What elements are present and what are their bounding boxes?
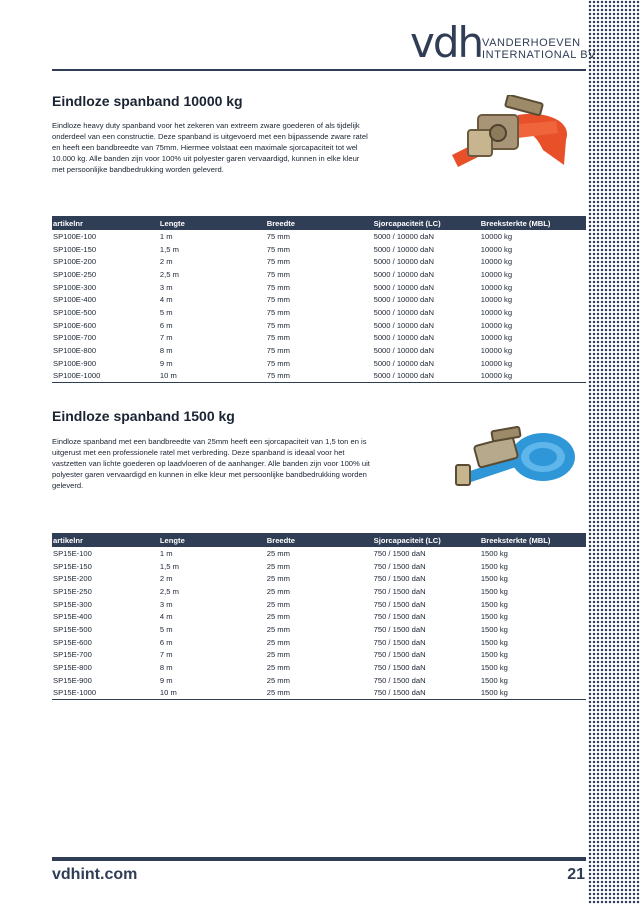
cell-lengte: 1 m <box>159 231 173 241</box>
column-header-artikelnr: artikelnr <box>52 216 159 230</box>
cell-breeksterkte: 10000 kg <box>480 231 513 241</box>
dot-pattern-border <box>588 0 640 904</box>
cell-breeksterkte: 10000 kg <box>480 346 513 356</box>
cell-sjorcapaciteit: 5000 / 10000 daN <box>373 282 434 292</box>
cell-breedte: 25 mm <box>266 574 290 584</box>
column-header-lengte: Lengte <box>159 533 266 547</box>
cell-lengte: 5 m <box>159 307 173 317</box>
cell-sjorcapaciteit: 5000 / 10000 daN <box>373 295 434 305</box>
logo-mark: vdh <box>410 18 483 67</box>
cell-sjorcapaciteit: 750 / 1500 daN <box>373 548 426 558</box>
cell-artikelnr: SP15E-900 <box>53 675 92 685</box>
cell-breedte: 25 mm <box>266 548 290 558</box>
section-title: Eindloze spanband 10000 kg <box>52 93 243 109</box>
table-row <box>52 547 586 560</box>
cell-lengte: 10 m <box>159 687 266 700</box>
cell-breedte: 75 mm <box>266 295 290 305</box>
table-row <box>52 230 586 243</box>
cell-lengte: 8 m <box>159 663 173 673</box>
cell-artikelnr: SP100E-150 <box>53 244 97 254</box>
product-table-10000kg <box>52 216 586 383</box>
cell-breedte: 25 mm <box>266 586 290 596</box>
cell-artikelnr: SP15E-200 <box>53 574 92 584</box>
table-row <box>52 661 586 674</box>
cell-artikelnr: SP15E-100 <box>53 548 92 558</box>
table-header-row <box>52 533 586 547</box>
table-row <box>52 370 586 383</box>
cell-lengte: 9 m <box>159 358 173 368</box>
cell-breeksterkte: 10000 kg <box>480 370 586 383</box>
cell-breedte: 75 mm <box>266 358 290 368</box>
cell-lengte: 6 m <box>159 320 173 330</box>
cell-lengte: 2,5 m <box>159 269 179 279</box>
footer-rule <box>52 857 586 861</box>
table-row <box>52 306 586 319</box>
table-row <box>52 636 586 649</box>
cell-breeksterkte: 1500 kg <box>480 650 508 660</box>
table-header-row <box>52 216 586 230</box>
cell-breeksterkte: 10000 kg <box>480 320 513 330</box>
cell-sjorcapaciteit: 750 / 1500 daN <box>373 586 426 596</box>
cell-breeksterkte: 10000 kg <box>480 333 513 343</box>
column-header-artikelnr: artikelnr <box>52 533 159 547</box>
product-table-1500kg <box>52 533 586 700</box>
cell-breedte: 75 mm <box>266 320 290 330</box>
cell-artikelnr: SP100E-1000 <box>52 370 159 383</box>
cell-artikelnr: SP100E-250 <box>53 269 97 279</box>
cell-breedte: 25 mm <box>266 675 290 685</box>
footer-website: vdhint.com <box>52 866 138 883</box>
cell-breeksterkte: 10000 kg <box>480 257 513 267</box>
table-row <box>52 281 586 294</box>
cell-breeksterkte: 1500 kg <box>480 561 508 571</box>
cell-breeksterkte: 10000 kg <box>480 358 513 368</box>
cell-artikelnr: SP100E-100 <box>53 231 97 241</box>
cell-breeksterkte: 1500 kg <box>480 612 508 622</box>
table-row <box>52 293 586 306</box>
cell-lengte: 9 m <box>159 675 173 685</box>
cell-breeksterkte: 1500 kg <box>480 586 508 596</box>
cell-sjorcapaciteit: 750 / 1500 daN <box>373 675 426 685</box>
logo-name-line2: INTERNATIONAL BV <box>482 49 597 61</box>
cell-breedte: 25 mm <box>266 624 290 634</box>
cell-breedte: 75 mm <box>266 333 290 343</box>
section-title: Eindloze spanband 1500 kg <box>52 408 235 424</box>
table-row <box>52 357 586 370</box>
table-row <box>52 255 586 268</box>
cell-artikelnr: SP15E-700 <box>53 650 92 660</box>
cell-breedte: 75 mm <box>266 282 290 292</box>
cell-breeksterkte: 1500 kg <box>480 548 508 558</box>
column-header-breeksterkte: Breeksterkte (MBL) <box>480 533 586 547</box>
table-row <box>52 687 586 700</box>
section-description: Eindloze spanband met een bandbreedte van 25mm heeft een sjorcapaciteit van 1,5 ton en is uitgerust met een professionele ratel met verbreding. Deze spanband is ideaal voor het vastzetten van lichte goederen op laadvloeren of de aanhanger. Alle banden zijn voor 100% uit polyester garen vervaardigd en kunnen in elke kleur met persoonlijke bandbedrukking worden geleverd. <box>52 437 370 490</box>
cell-lengte: 3 m <box>159 599 173 609</box>
cell-breedte: 25 mm <box>266 612 290 622</box>
cell-breeksterkte: 1500 kg <box>480 687 586 700</box>
cell-artikelnr: SP15E-300 <box>53 599 92 609</box>
cell-sjorcapaciteit: 750 / 1500 daN <box>373 612 426 622</box>
cell-breeksterkte: 10000 kg <box>480 295 513 305</box>
cell-sjorcapaciteit: 5000 / 10000 daN <box>373 358 434 368</box>
company-logo <box>410 18 597 72</box>
table-row <box>52 319 586 332</box>
cell-artikelnr: SP15E-150 <box>53 561 92 571</box>
cell-breedte: 75 mm <box>266 346 290 356</box>
cell-sjorcapaciteit: 750 / 1500 daN <box>373 650 426 660</box>
page-number: 21 <box>567 866 585 883</box>
cell-artikelnr: SP100E-300 <box>53 282 97 292</box>
cell-breedte: 25 mm <box>266 599 290 609</box>
table-row <box>52 344 586 357</box>
cell-breeksterkte: 1500 kg <box>480 675 508 685</box>
cell-lengte: 2,5 m <box>159 586 179 596</box>
cell-lengte: 2 m <box>159 574 173 584</box>
cell-sjorcapaciteit: 5000 / 10000 daN <box>373 320 434 330</box>
header-rule <box>52 69 586 71</box>
cell-lengte: 1,5 m <box>159 244 179 254</box>
cell-sjorcapaciteit: 5000 / 10000 daN <box>373 231 434 241</box>
cell-sjorcapaciteit: 750 / 1500 daN <box>373 599 426 609</box>
cell-sjorcapaciteit: 750 / 1500 daN <box>373 663 426 673</box>
table-row <box>52 598 586 611</box>
cell-artikelnr: SP100E-600 <box>53 320 97 330</box>
cell-breedte: 25 mm <box>266 561 290 571</box>
cell-breeksterkte: 1500 kg <box>480 624 508 634</box>
cell-breeksterkte: 10000 kg <box>480 282 513 292</box>
table-row <box>52 560 586 573</box>
cell-artikelnr: SP100E-200 <box>53 257 97 267</box>
column-header-breedte: Breedte <box>266 533 373 547</box>
cell-sjorcapaciteit: 5000 / 10000 daN <box>373 269 434 279</box>
cell-sjorcapaciteit: 750 / 1500 daN <box>373 574 426 584</box>
cell-lengte: 8 m <box>159 346 173 356</box>
cell-artikelnr: SP100E-500 <box>53 307 97 317</box>
orange-ratchet-strap-image <box>448 95 578 175</box>
cell-breeksterkte: 10000 kg <box>480 307 513 317</box>
cell-breedte: 75 mm <box>266 257 290 267</box>
blue-ratchet-strap-image <box>448 415 583 495</box>
cell-artikelnr: SP15E-800 <box>53 663 92 673</box>
cell-artikelnr: SP15E-600 <box>53 637 92 647</box>
table-row <box>52 610 586 623</box>
cell-lengte: 10 m <box>159 370 266 383</box>
cell-breedte: 75 mm <box>266 244 290 254</box>
table-row <box>52 649 586 662</box>
cell-sjorcapaciteit: 750 / 1500 daN <box>373 561 426 571</box>
cell-lengte: 1,5 m <box>159 561 179 571</box>
cell-breedte: 75 mm <box>266 269 290 279</box>
cell-breedte: 75 mm <box>266 370 373 383</box>
cell-artikelnr: SP15E-400 <box>53 612 92 622</box>
cell-sjorcapaciteit: 5000 / 10000 daN <box>373 333 434 343</box>
cell-breedte: 25 mm <box>266 663 290 673</box>
cell-artikelnr: SP100E-800 <box>53 346 97 356</box>
cell-sjorcapaciteit: 5000 / 10000 daN <box>373 244 434 254</box>
cell-lengte: 4 m <box>159 612 173 622</box>
column-header-sjorcapaciteit: Sjorcapaciteit (LC) <box>373 533 480 547</box>
cell-lengte: 1 m <box>159 548 173 558</box>
cell-sjorcapaciteit: 750 / 1500 daN <box>373 637 426 647</box>
cell-sjorcapaciteit: 750 / 1500 daN <box>373 687 480 700</box>
cell-breedte: 25 mm <box>266 650 290 660</box>
cell-artikelnr: SP15E-1000 <box>52 687 159 700</box>
cell-lengte: 4 m <box>159 295 173 305</box>
table-row <box>52 268 586 281</box>
table-row <box>52 674 586 687</box>
cell-sjorcapaciteit: 5000 / 10000 daN <box>373 307 434 317</box>
cell-breedte: 25 mm <box>266 687 373 700</box>
cell-lengte: 6 m <box>159 637 173 647</box>
table-row <box>52 585 586 598</box>
cell-lengte: 7 m <box>159 650 173 660</box>
column-header-breedte: Breedte <box>266 216 373 230</box>
cell-breedte: 75 mm <box>266 307 290 317</box>
cell-lengte: 2 m <box>159 257 173 267</box>
cell-artikelnr: SP100E-400 <box>53 295 97 305</box>
column-header-breeksterkte: Breeksterkte (MBL) <box>480 216 586 230</box>
cell-breeksterkte: 10000 kg <box>480 269 513 279</box>
table-row <box>52 623 586 636</box>
cell-breedte: 75 mm <box>266 231 290 241</box>
cell-sjorcapaciteit: 750 / 1500 daN <box>373 624 426 634</box>
cell-artikelnr: SP15E-250 <box>53 586 92 596</box>
column-header-sjorcapaciteit: Sjorcapaciteit (LC) <box>373 216 480 230</box>
cell-breeksterkte: 1500 kg <box>480 663 508 673</box>
column-header-lengte: Lengte <box>159 216 266 230</box>
cell-breeksterkte: 1500 kg <box>480 637 508 647</box>
section-description: Eindloze heavy duty spanband voor het zekeren van extreem zware goederen of als tijdelijk onderdeel van een constructie. Deze spanband is uitgevoerd met een bijpassende zware ratel en heeft een bandbreedte van 75mm. Hiermee volstaat een maximale sjorcapaciteit tot wel 10.000 kg. Alle banden zijn voor 100% uit polyester garen vervaardigd, kunnen in elke kleur met persoonlijke bandbedrukking worden geleverd. <box>52 121 368 174</box>
cell-sjorcapaciteit: 5000 / 10000 daN <box>373 346 434 356</box>
table-row <box>52 243 586 256</box>
cell-breeksterkte: 10000 kg <box>480 244 513 254</box>
cell-artikelnr: SP100E-700 <box>53 333 97 343</box>
cell-breedte: 25 mm <box>266 637 290 647</box>
cell-lengte: 3 m <box>159 282 173 292</box>
cell-artikelnr: SP100E-900 <box>53 358 97 368</box>
cell-artikelnr: SP15E-500 <box>53 624 92 634</box>
cell-sjorcapaciteit: 5000 / 10000 daN <box>373 257 434 267</box>
cell-breeksterkte: 1500 kg <box>480 599 508 609</box>
cell-breeksterkte: 1500 kg <box>480 574 508 584</box>
cell-lengte: 5 m <box>159 624 173 634</box>
cell-sjorcapaciteit: 5000 / 10000 daN <box>373 370 480 383</box>
logo-name-line1: VANDERHOEVEN <box>482 37 581 49</box>
cell-lengte: 7 m <box>159 333 173 343</box>
table-row <box>52 572 586 585</box>
table-row <box>52 332 586 345</box>
